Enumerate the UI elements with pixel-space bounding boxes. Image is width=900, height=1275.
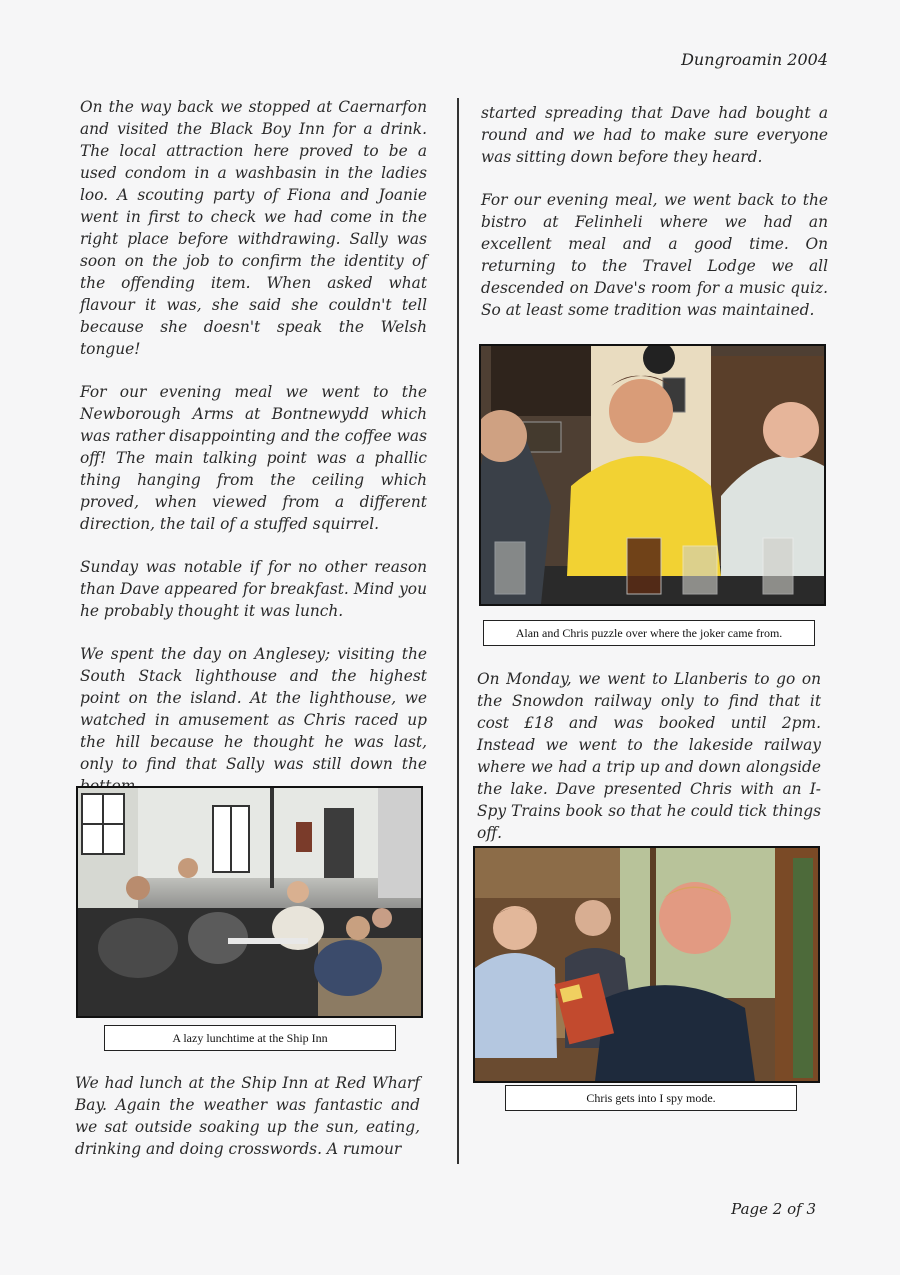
- paragraph-sunday: Sunday was notable if for no other reason than Dave appeared for breakfast. Mind you he probably thought it was lunch.: [80, 558, 427, 620]
- page-number: Page 2 of 3: [731, 1200, 816, 1218]
- left-column: [80, 96, 427, 818]
- paragraph-ship-inn-lunch: We had lunch at the Ship Inn at Red Wharf Bay. Again the weather was fantastic and we sat outside soaking up the sun, eating, drinking and doing crosswords. A rumour: [75, 1074, 420, 1158]
- caption-pub-interior: Alan and Chris puzzle over where the joker came from.: [483, 620, 815, 646]
- column-divider: [457, 98, 459, 1164]
- paragraph-anglesey: We spent the day on Anglesey; visiting the South Stack lighthouse and the highest point on the island. At the lighthouse, we watched in amusement as Chris raced up the hill because he thought he was last, only to find that Sally was still down the: [80, 645, 427, 773]
- paragraph-caernarfon: On the way back we stopped at Caernarfon and visited the Black Boy Inn for a drink. The local attraction here proved to be a used condom in a washbasin in the ladies loo. A scouting party of Fiona and Joanie went in first to check we had come in the right place before withdrawing. Sally was soon on the job to confirm the identity of the offending item. When asked what flavour it was, she said she couldn't tell because she doesn't speak the Welsh tongue!: [80, 98, 427, 358]
- right-column-middle: [477, 668, 821, 865]
- photo-pub-interior-illustration: [481, 346, 824, 604]
- caption-ship-inn: A lazy lunchtime at the Ship Inn: [104, 1025, 396, 1051]
- photo-ship-inn: [76, 786, 423, 1018]
- paragraph-llanberis: On Monday, we went to Llanberis to go on the Snowdon railway only to find that it cost £18 and was booked until 2pm. Instead we went to the lakeside railway where we had a trip up and down alongside the lake. Dave presented Chris with an I-Spy Trains book so that he could tick things off.: [477, 670, 821, 842]
- left-column-bottom: [75, 1072, 420, 1181]
- photo-train-illustration: [475, 848, 818, 1081]
- caption-train: Chris gets into I spy mode.: [505, 1085, 797, 1111]
- photo-pub-interior: [479, 344, 826, 606]
- paragraph-rumour-continued: started spreading that Dave had bought a round and we had to make sure everyone was sitting down before they heard.: [481, 104, 828, 166]
- photo-train: [473, 846, 820, 1083]
- paragraph-felinheli: For our evening meal, we went back to the bistro at Felinheli where we had an excellent meal and a good time. On returning to the Travel Lodge we all descended on Dave's room for a music quiz. So at least some tradition was maintained.: [481, 191, 828, 319]
- paragraph-newborough-arms: For our evening meal we went to the Newborough Arms at Bontnewydd which was rather disappointing and the coffee was off! The main talking point was a phallic thing hanging from the ceiling which proved, when viewed from a different direction, the tail of a stuffed squirrel.: [80, 383, 427, 533]
- document-header-title: Dungroamin 2004: [681, 50, 828, 69]
- right-column-top: [481, 102, 828, 342]
- photo-ship-inn-illustration: [78, 788, 421, 1016]
